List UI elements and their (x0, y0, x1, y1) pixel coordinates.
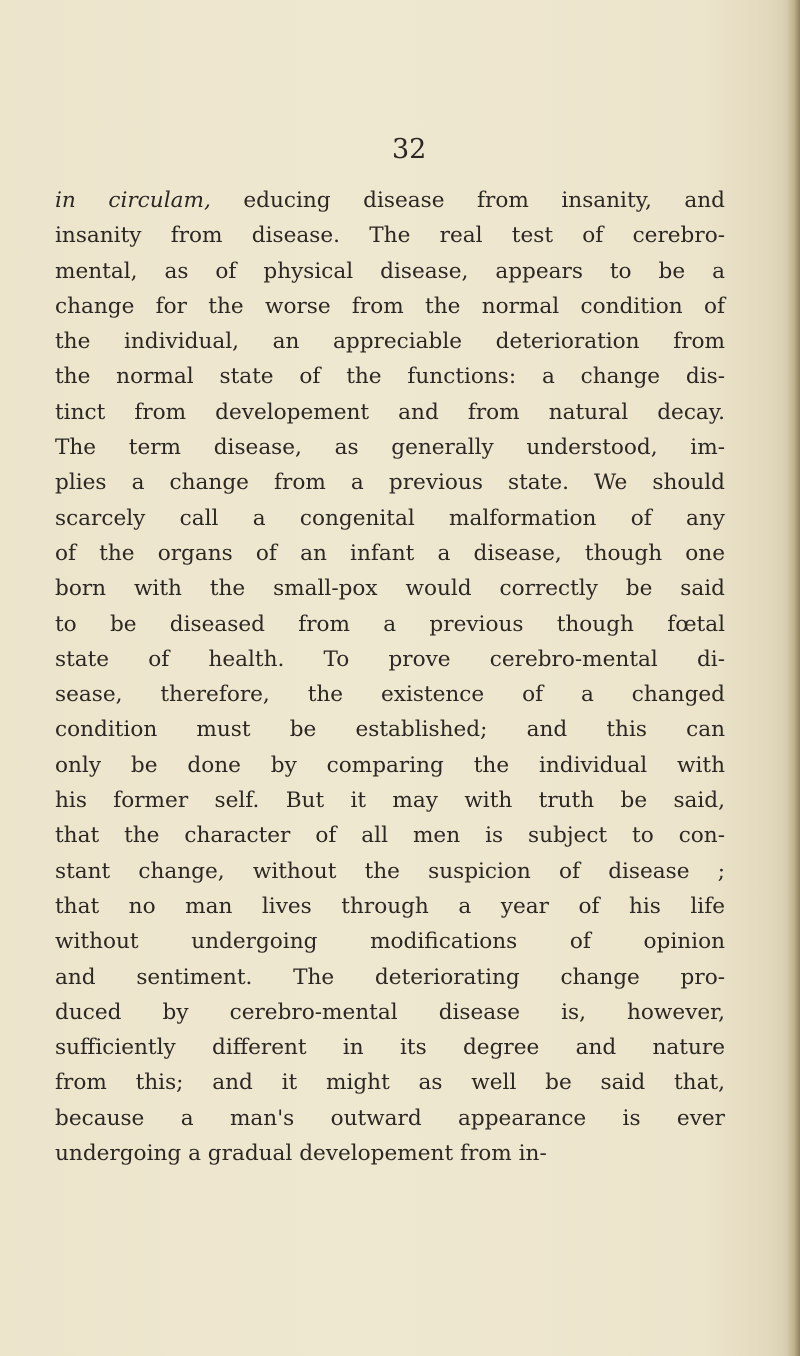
text-line: sease, therefore, the existence of a changed (55, 682, 725, 708)
text-line: stant change, without the suspicion of disease ; (55, 858, 725, 884)
text-line: insanity from disease. The real test of cerebro- (55, 223, 725, 249)
page-edge-shadow (786, 0, 800, 1356)
text-line: from this; and it might as well be said that, (55, 1070, 725, 1096)
text-line: that no man lives through a year of his life (55, 893, 725, 919)
text-line: without undergoing modifications of opinion (55, 929, 725, 955)
text-line: because a man's outward appearance is ever (55, 1105, 725, 1131)
text-line: the individual, an appreciable deterioration from (55, 329, 725, 355)
text-line: the normal state of the functions: a change dis- (55, 364, 725, 390)
text-line: scarcely call a congenital malformation of any (55, 505, 725, 531)
text-line: and sentiment. The deteriorating change pro- (55, 964, 725, 990)
page-number: 32 (392, 134, 427, 165)
text-line: only be done by comparing the individual with (55, 752, 725, 778)
text-line: his former self. But it may with truth be said, (55, 788, 725, 814)
text-line: born with the small-pox would correctly be said (55, 576, 725, 602)
text-line: condition must be established; and this can (55, 717, 725, 743)
text-line: to be diseased from a previous though fœtal (55, 611, 725, 637)
body-paragraph (55, 183, 725, 1171)
text-line: mental, as of physical disease, appears to be a (55, 258, 725, 284)
text-line (55, 183, 725, 218)
text-line: The term disease, as generally understood, im- (55, 435, 725, 461)
text-line: change for the worse from the normal condition of (55, 293, 725, 319)
text-line: undergoing a gradual developement from in- (55, 1141, 547, 1167)
text-line: duced by cerebro-mental disease is, however, (55, 999, 725, 1025)
italic-phrase: in circulam, (55, 188, 211, 213)
text-line: tinct from developement and from natural decay. (55, 399, 725, 425)
text-line: sufficiently different in its degree and nature (55, 1035, 725, 1061)
text-line: that the character of all men is subject to con- (55, 823, 725, 849)
text-line: state of health. To prove cerebro-mental di- (55, 646, 725, 672)
text-line-content: educing disease from insanity, and (210, 188, 725, 213)
text-line: plies a change from a previous state. We should (55, 470, 725, 496)
text-line: of the organs of an infant a disease, though one (55, 540, 725, 566)
